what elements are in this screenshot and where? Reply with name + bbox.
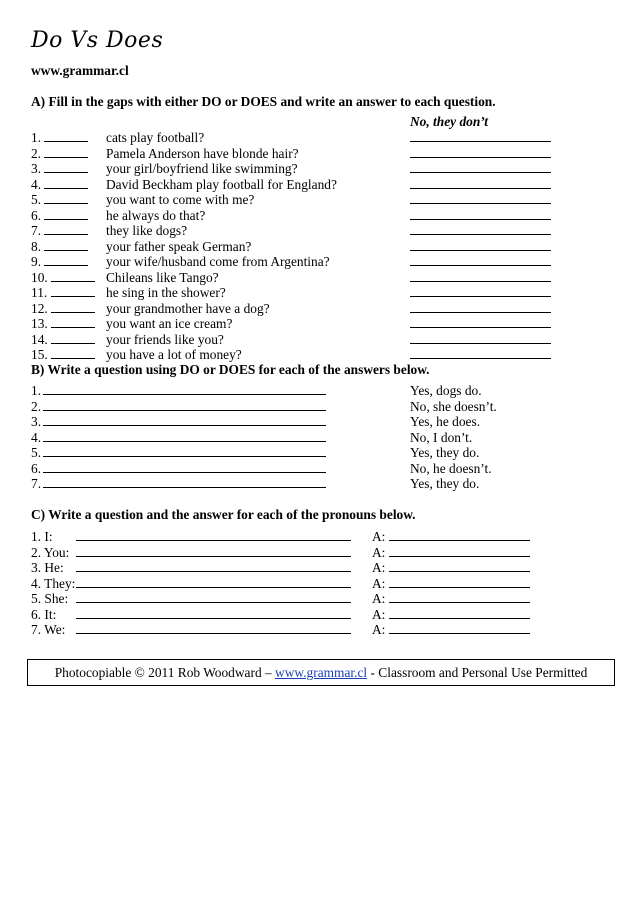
question-line[interactable] (43, 383, 326, 395)
answer-line[interactable] (389, 607, 530, 619)
answer-line[interactable] (410, 177, 551, 189)
given-answer: Yes, they do. (410, 476, 480, 491)
section-a-heading: A) Fill in the gaps with either DO or DOES and write an answer to each question. (31, 94, 496, 109)
answer-line[interactable] (389, 622, 530, 634)
question-text: your grandmother have a dog? (106, 300, 270, 316)
question-number: 7. (31, 223, 42, 238)
gap-blank[interactable] (51, 301, 95, 313)
question-number: 2. (31, 398, 42, 414)
answer-line[interactable] (389, 591, 530, 603)
gap-blank[interactable] (44, 192, 88, 204)
answer-line[interactable] (389, 545, 530, 557)
question-number: 3. (31, 414, 42, 429)
question-text: you want to come with me? (106, 192, 255, 207)
question-line[interactable] (43, 399, 326, 411)
given-answer: Yes, dogs do. (410, 383, 482, 398)
section-c-heading: C) Write a question and the answer for each of the pronouns below. (31, 507, 416, 522)
pronoun-row (31, 607, 571, 622)
question-number: 10. (31, 269, 48, 285)
gap-blank[interactable] (44, 161, 88, 173)
question-number: 1. (31, 130, 42, 145)
answer-prefix: A: (372, 560, 386, 575)
pronoun-label: 5. She: (31, 591, 69, 606)
question-row (31, 223, 571, 238)
answer-line[interactable] (410, 301, 551, 313)
question-row (31, 270, 571, 285)
question-text: you have a lot of money? (106, 347, 242, 362)
given-answer: Yes, he does. (410, 414, 481, 429)
question-text: Chileans like Tango? (106, 269, 219, 285)
question-number: 1. (31, 383, 42, 398)
question-line[interactable] (76, 560, 351, 572)
question-text: your friends like you? (106, 331, 224, 347)
question-text: your father speak German? (106, 238, 252, 254)
question-number: 6. (31, 460, 42, 476)
question-row (31, 161, 571, 176)
question-row (31, 445, 571, 460)
answer-prefix: A: (372, 529, 386, 544)
given-answer: Yes, they do. (410, 445, 480, 460)
answer-line[interactable] (410, 239, 551, 251)
given-answer: No, she doesn’t. (410, 398, 497, 414)
pronoun-row (31, 545, 571, 560)
section-b-heading: B) Write a question using DO or DOES for each of the answers below. (31, 362, 430, 377)
question-number: 4. (31, 429, 42, 445)
answer-line[interactable] (410, 223, 551, 235)
question-row (31, 316, 571, 331)
gap-blank[interactable] (44, 146, 88, 158)
question-row (31, 430, 571, 445)
question-line[interactable] (76, 529, 351, 541)
answer-line[interactable] (389, 529, 530, 541)
answer-line[interactable] (410, 270, 551, 282)
gap-blank[interactable] (51, 316, 95, 328)
question-line[interactable] (76, 545, 351, 557)
question-row (31, 285, 571, 300)
question-line[interactable] (76, 622, 351, 634)
question-row (31, 208, 571, 223)
pronoun-row (31, 576, 571, 591)
question-text: they like dogs? (106, 223, 188, 238)
question-row (31, 399, 571, 414)
pronoun-label: 1. I: (31, 529, 53, 544)
answer-line[interactable] (410, 161, 551, 173)
pronoun-label: 7. We: (31, 622, 66, 637)
section-a-example-row (31, 114, 571, 129)
question-row (31, 254, 571, 269)
question-row (31, 146, 571, 161)
footer-link[interactable]: www.grammar.cl (275, 665, 368, 680)
gap-blank[interactable] (44, 254, 88, 266)
gap-blank[interactable] (44, 208, 88, 220)
question-text: he always do that? (106, 207, 206, 223)
question-row (31, 301, 571, 316)
question-line[interactable] (43, 430, 326, 442)
question-line[interactable] (76, 591, 351, 603)
question-number: 6. (31, 207, 42, 223)
question-row (31, 461, 571, 476)
question-text: Pamela Anderson have blonde hair? (106, 145, 299, 161)
question-text: your girl/boyfriend like swimming? (106, 161, 298, 176)
question-text: David Beckham play football for England? (106, 176, 337, 192)
answer-prefix: A: (372, 591, 386, 606)
answer-prefix: A: (372, 606, 386, 622)
question-row (31, 177, 571, 192)
pronoun-row (31, 529, 571, 544)
gap-blank[interactable] (44, 177, 88, 189)
question-text: you want an ice cream? (106, 316, 233, 331)
pronoun-label: 2. You: (31, 544, 70, 560)
answer-line[interactable] (410, 208, 551, 220)
given-answer: No, I don’t. (410, 429, 473, 445)
gap-blank[interactable] (51, 285, 95, 297)
gap-blank[interactable] (44, 130, 88, 142)
answer-prefix: A: (372, 544, 386, 560)
answer-line[interactable] (410, 254, 551, 266)
question-number: 3. (31, 161, 42, 176)
question-line[interactable] (76, 576, 351, 588)
question-row (31, 383, 571, 398)
answer-line[interactable] (410, 347, 551, 359)
answer-line[interactable] (389, 576, 530, 588)
question-line[interactable] (43, 476, 326, 488)
question-row (31, 130, 571, 145)
gap-blank[interactable] (51, 347, 95, 359)
answer-line[interactable] (389, 560, 530, 572)
gap-blank[interactable] (44, 223, 88, 235)
question-number: 14. (31, 331, 48, 347)
question-line[interactable] (43, 445, 326, 457)
question-number: 5. (31, 445, 42, 460)
worksheet-title: Do Vs Does (31, 28, 164, 53)
question-number: 9. (31, 254, 42, 269)
answer-line[interactable] (410, 146, 551, 158)
question-text: he sing in the shower? (106, 285, 226, 300)
answer-line[interactable] (410, 130, 551, 142)
pronoun-label: 3. He: (31, 560, 64, 575)
question-text: cats play football? (106, 130, 205, 145)
question-text: your wife/husband come from Argentina? (106, 254, 330, 269)
answer-line[interactable] (410, 332, 551, 344)
pronoun-row (31, 560, 571, 575)
website-label: www.grammar.cl (31, 63, 129, 78)
answer-prefix: A: (372, 575, 386, 591)
given-answer: No, he doesn’t. (410, 460, 492, 476)
question-number: 13. (31, 316, 48, 331)
gap-blank[interactable] (44, 239, 88, 251)
question-number: 15. (31, 347, 48, 362)
example-answer: No, they don’t (410, 114, 488, 129)
question-number: 7. (31, 476, 42, 491)
answer-line[interactable] (410, 316, 551, 328)
answer-line[interactable] (410, 285, 551, 297)
question-number: 5. (31, 192, 42, 207)
pronoun-label: 4. They: (31, 575, 76, 591)
question-row (31, 476, 571, 491)
question-row (31, 192, 571, 207)
question-number: 2. (31, 145, 42, 161)
question-number: 11. (31, 285, 48, 300)
answer-line[interactable] (410, 192, 551, 204)
question-number: 12. (31, 300, 48, 316)
pronoun-row (31, 591, 571, 606)
question-row (31, 414, 571, 429)
question-number: 4. (31, 176, 42, 192)
footer-prefix: Photocopiable © 2011 Rob Woodward – (54, 665, 276, 680)
question-number: 8. (31, 238, 42, 254)
pronoun-row (31, 622, 571, 637)
question-row (31, 332, 571, 347)
question-line[interactable] (43, 461, 326, 473)
question-line[interactable] (76, 607, 351, 619)
gap-blank[interactable] (51, 332, 95, 344)
footer-suffix: - Classroom and Personal Use Permitted (367, 665, 588, 680)
question-row (31, 347, 571, 362)
footer-box (27, 659, 615, 686)
answer-prefix: A: (372, 622, 386, 637)
pronoun-label: 6. It: (31, 606, 57, 622)
question-line[interactable] (43, 414, 326, 426)
gap-blank[interactable] (51, 270, 95, 282)
question-row (31, 239, 571, 254)
